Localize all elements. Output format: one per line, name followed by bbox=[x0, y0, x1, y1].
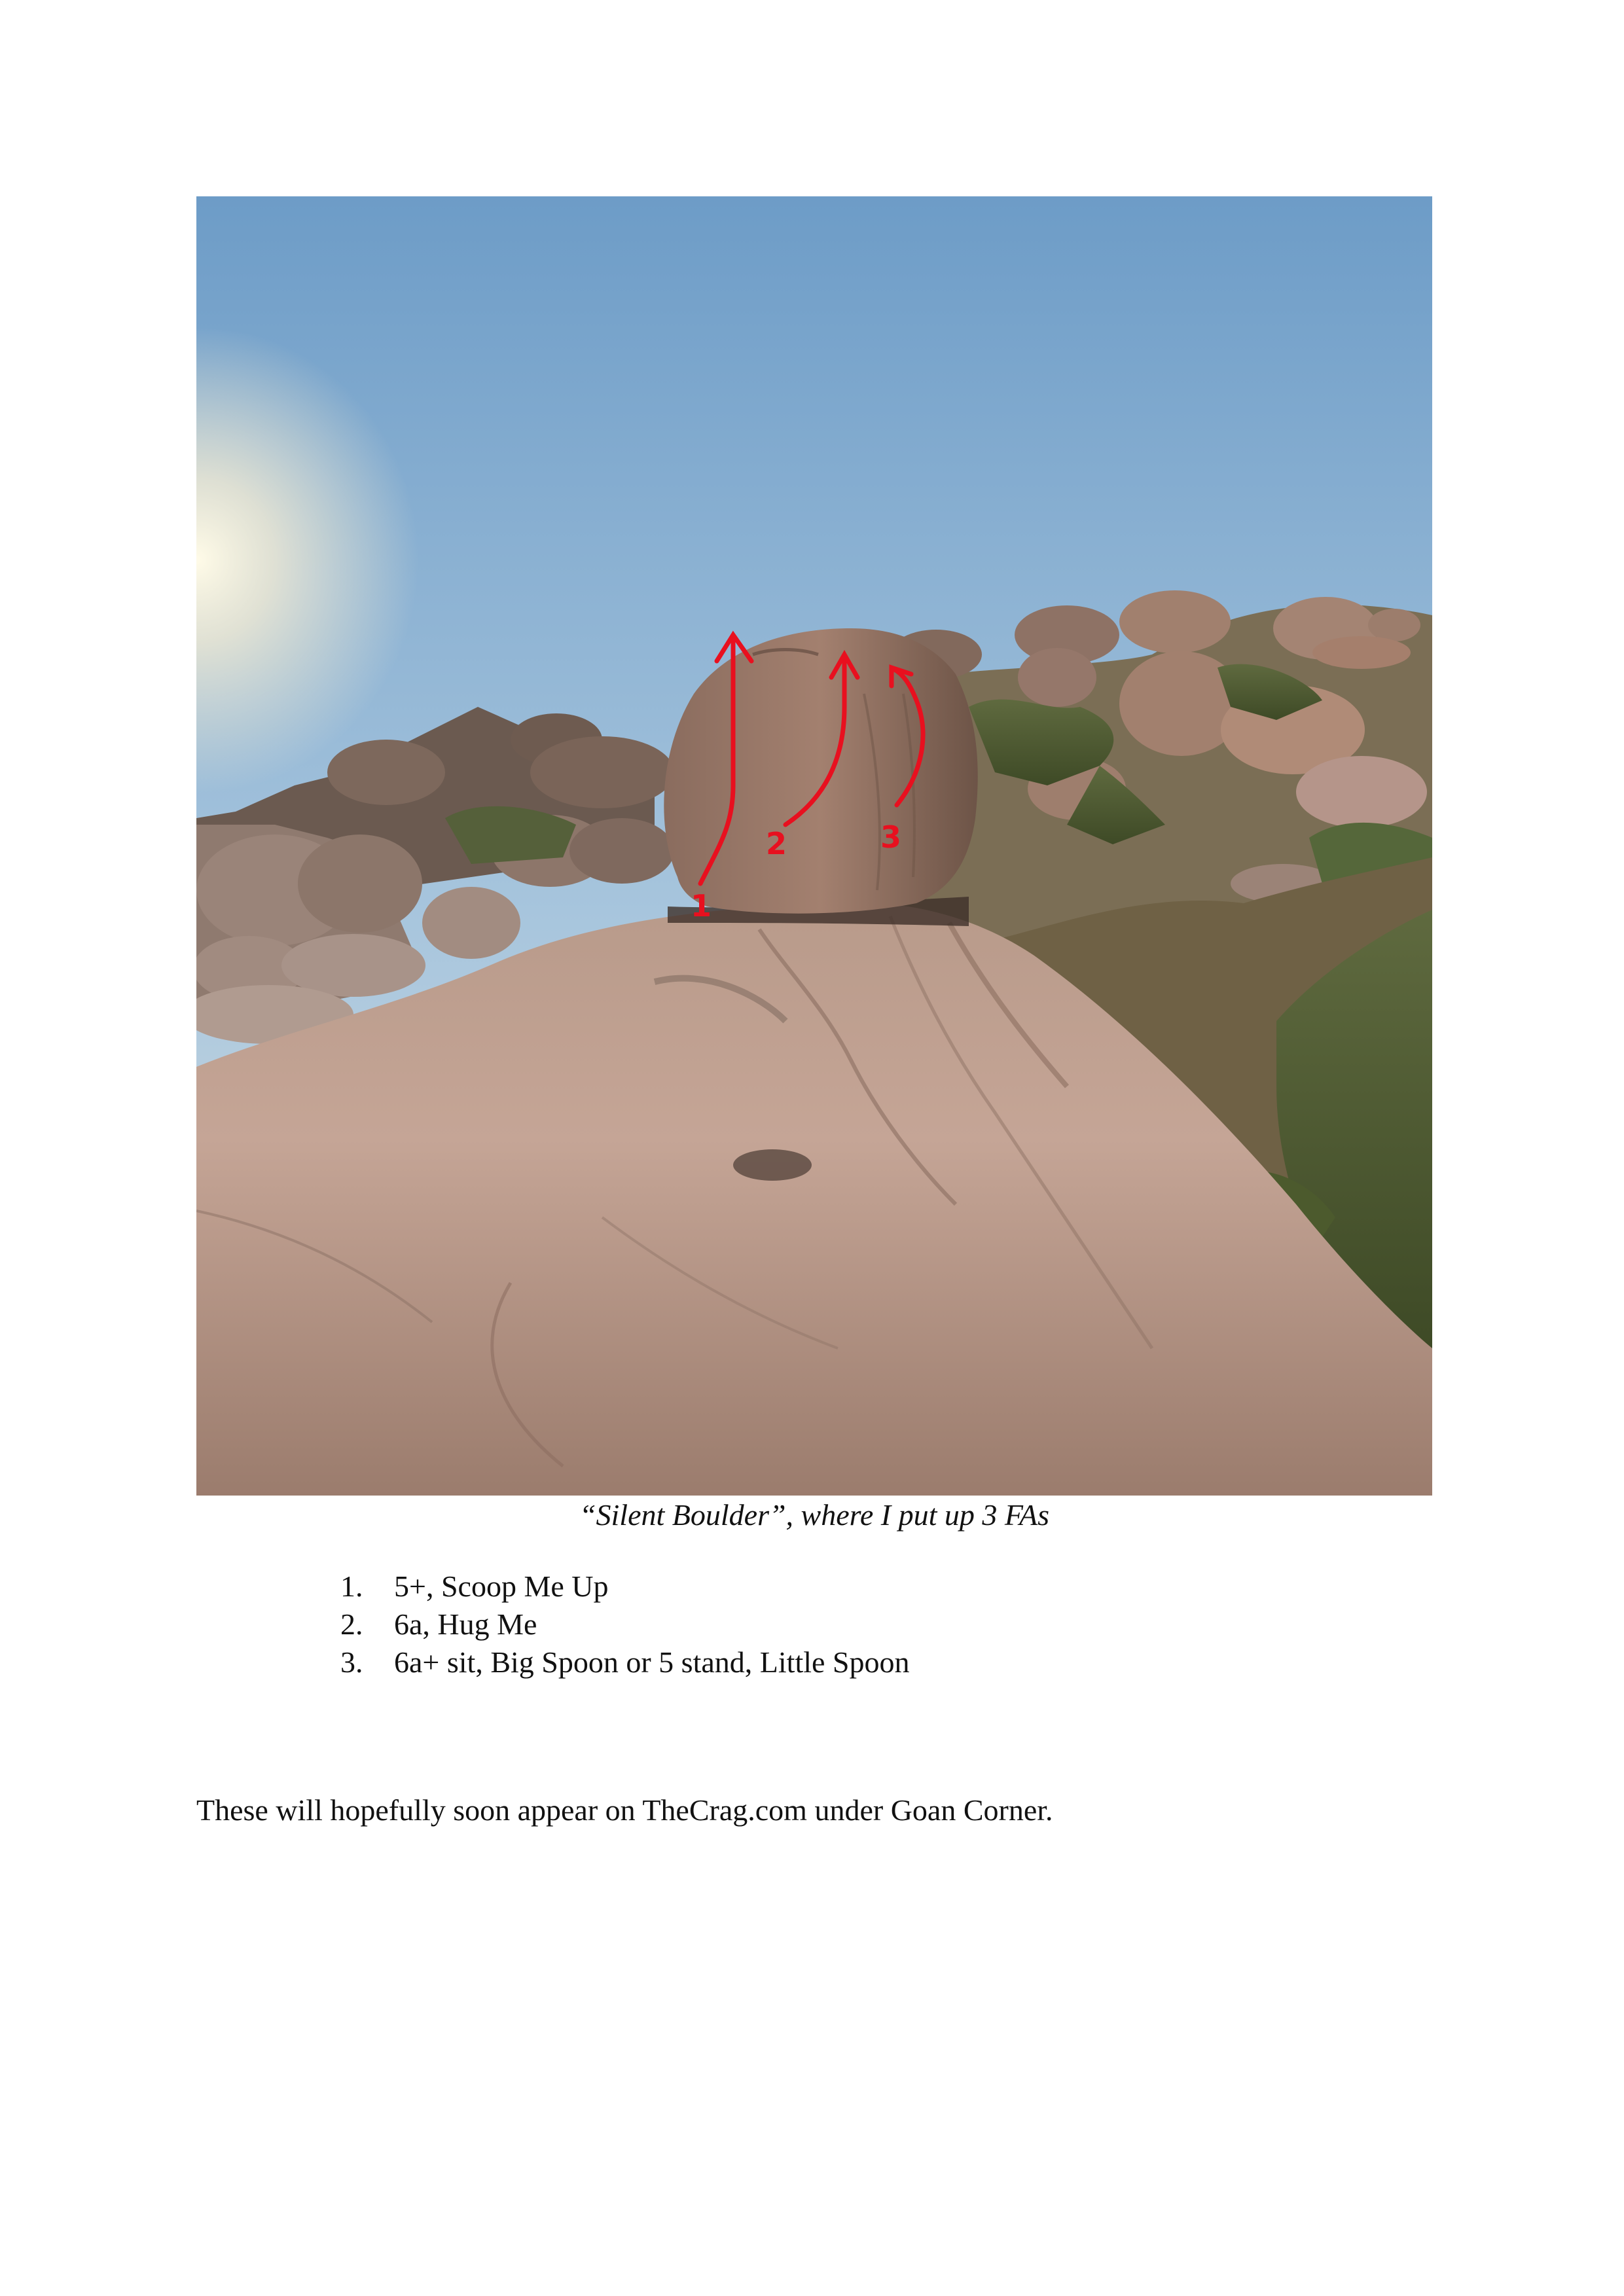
list-number: 1. bbox=[340, 1570, 363, 1603]
list-item bbox=[340, 1605, 910, 1643]
list-text: 6a+ sit, Big Spoon or 5 stand, Little Spoon bbox=[394, 1645, 910, 1679]
boulder-photo bbox=[196, 196, 1432, 1496]
closing-paragraph: These will hopefully soon appear on TheCrag.com under Goan Corner. bbox=[196, 1793, 1053, 1827]
list-item bbox=[340, 1643, 910, 1681]
photo-caption: “Silent Boulder”, where I put up 3 FAs bbox=[579, 1498, 1050, 1532]
list-number: 3. bbox=[340, 1645, 363, 1679]
list-item bbox=[340, 1568, 910, 1605]
route-marker-3: 3 bbox=[880, 819, 902, 855]
list-text: 6a, Hug Me bbox=[394, 1607, 537, 1641]
list-text: 5+, Scoop Me Up bbox=[394, 1570, 609, 1603]
route-marker-1: 1 bbox=[691, 888, 712, 924]
list-number: 2. bbox=[340, 1607, 363, 1641]
boulder-photo-drawing bbox=[196, 196, 1432, 1496]
route-list bbox=[340, 1568, 910, 1681]
route-marker-2: 2 bbox=[766, 826, 787, 861]
